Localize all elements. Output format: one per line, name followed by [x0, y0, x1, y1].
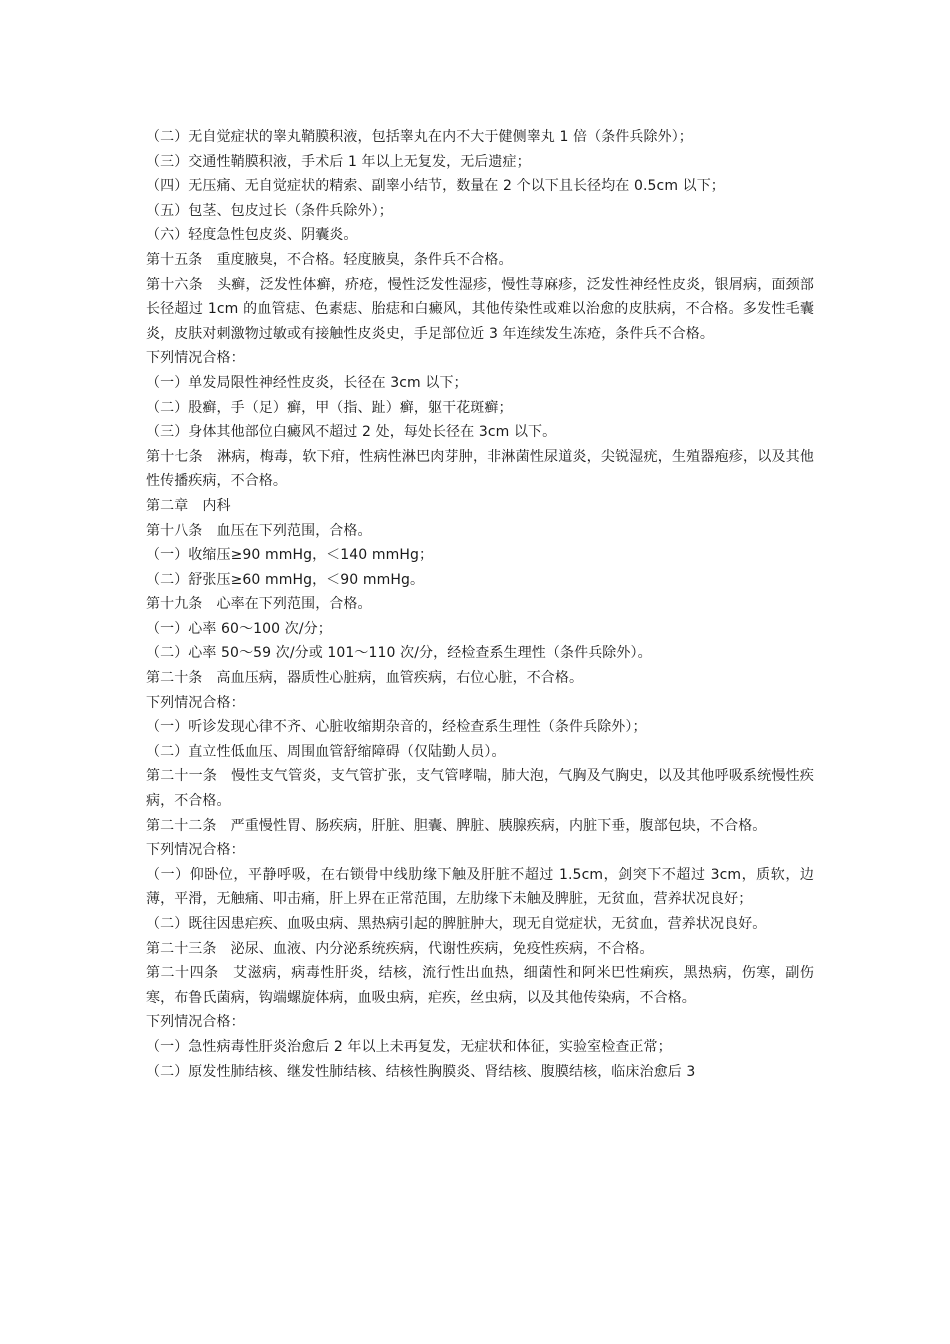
article-21: 第二十一条 慢性支气管炎，支气管扩张，支气管哮喘，肺大泡，气胸及气胸史，以及其他呼吸系统慢性疾病，不合格。	[146, 768, 814, 810]
paragraph-15: （一）收缩压≥90 mmHg，＜140 mmHg；	[146, 547, 434, 564]
paragraph-5: （六）轻度急性包皮炎、阴囊炎。	[146, 227, 358, 244]
paragraph-18: （一）心率 60～100 次/分；	[146, 620, 332, 637]
article-23: 第二十三条 泌尿、血液、内分泌系统疾病，代谢性疾病，免疫性疾病，不合格。	[146, 940, 654, 957]
article-20: 第二十条 高血压病，器质性心脏病，血管疾病，右位心脏，不合格。	[146, 670, 584, 687]
paragraph-1: （二）无自觉症状的睾丸鞘膜积液，包括睾丸在内不大于健侧睾丸 1 倍（条件兵除外）；	[146, 129, 693, 145]
paragraph-4: （五）包茎、包皮过长（条件兵除外）；	[146, 202, 393, 219]
article-18: 第十八条 血压在下列范围，合格。	[146, 522, 372, 539]
paragraph-23: （二）直立性低血压、周围血管舒缩障碍（仅陆勤人员）。	[146, 743, 506, 760]
paragraph-11: （三）身体其他部位白癜风不超过 2 处，每处长径在 3cm 以下。	[146, 424, 557, 441]
paragraph-10: （二）股癣，手（足）癣，甲（指、趾）癣，躯干花斑癣；	[146, 399, 513, 416]
paragraph-19: （二）心率 50～59 次/分或 101～110 次/分，经检查系生理性（条件兵除外）。	[146, 645, 652, 662]
article-19: 第十九条 心率在下列范围，合格。	[146, 596, 372, 613]
paragraph-32: （一）急性病毒性肝炎治愈后 2 年以上未再复发，无症状和体征，实验室检查正常；	[146, 1038, 672, 1055]
article-17: 第十七条 淋病，梅毒，软下疳，性病性淋巴肉芽肿，非淋菌性尿道炎，尖锐湿疣，生殖器疱疹，以及其他性传播疾病，不合格。	[146, 448, 814, 490]
paragraph-3: （四）无压痛、无自觉症状的精索、副睾小结节，数量在 2 个以下且长径均在 0.5cm 以下；	[146, 178, 725, 195]
article-24: 第二十四条 艾滋病，病毒性肝炎，结核，流行性出血热，细菌性和阿米巴性痢疾，黑热病，伤寒，副伤寒，布鲁氏菌病，钩端螺旋体病，血吸虫病，疟疾，丝虫病，以及其他传染病，不合格。	[146, 965, 814, 1006]
paragraph-27: （一）仰卧位，平静呼吸，在右锁骨中线肋缘下触及肝脏不超过 1.5cm，剑突下不超过 3cm，质软，边薄，平滑，无触痛、叩击痛，肝上界在正常范围，左肋缘下未触及脾脏，无贫血，营养状况良好；	[146, 866, 814, 908]
article-16: 第十六条 头癣，泛发性体癣，疥疮，慢性泛发性湿疹，慢性荨麻疹，泛发性神经性皮炎，银屑病，面颈部长径超过 1cm 的血管痣、色素痣、胎痣和白癜风，其他传染性或难以治愈的皮肤病，不合格。多发性毛囊炎，皮肤对刺激物过敏或有接触性皮炎史，手足部位近 3 年连续发生冻疮，条件兵不合格。	[146, 276, 814, 342]
paragraph-16: （二）舒张压≥60 mmHg，＜90 mmHg。	[146, 571, 425, 588]
qualified-heading: 下列情况合格：	[146, 1014, 245, 1031]
paragraph-28: （二）既往因患疟疾、血吸虫病、黑热病引起的脾脏肿大，现无自觉症状，无贫血，营养状况良好。	[146, 916, 767, 932]
paragraph-2: （三）交通性鞘膜积液，手术后 1 年以上无复发，无后遗症；	[146, 153, 531, 170]
paragraph-9: （一）单发局限性神经性皮炎，长径在 3cm 以下；	[146, 374, 468, 391]
paragraph-33: （二）原发性肺结核、继发性肺结核、结核性胸膜炎、肾结核、腹膜结核，临床治愈后 3	[146, 1063, 696, 1080]
qualified-heading: 下列情况合格：	[146, 842, 245, 859]
qualified-heading: 下列情况合格：	[146, 350, 245, 367]
article-22: 第二十二条 严重慢性胃、肠疾病，肝脏、胆囊、脾脏、胰腺疾病，内脏下垂，腹部包块，不合格。	[146, 817, 767, 834]
paragraph-22: （一）听诊发现心律不齐、心脏收缩期杂音的，经检查系生理性（条件兵除外）；	[146, 719, 647, 736]
chapter-heading: 第二章 内科	[146, 497, 231, 514]
qualified-heading: 下列情况合格：	[146, 694, 245, 711]
document-page	[146, 125, 814, 1084]
article-15: 第十五条 重度腋臭，不合格。轻度腋臭，条件兵不合格。	[146, 251, 513, 268]
